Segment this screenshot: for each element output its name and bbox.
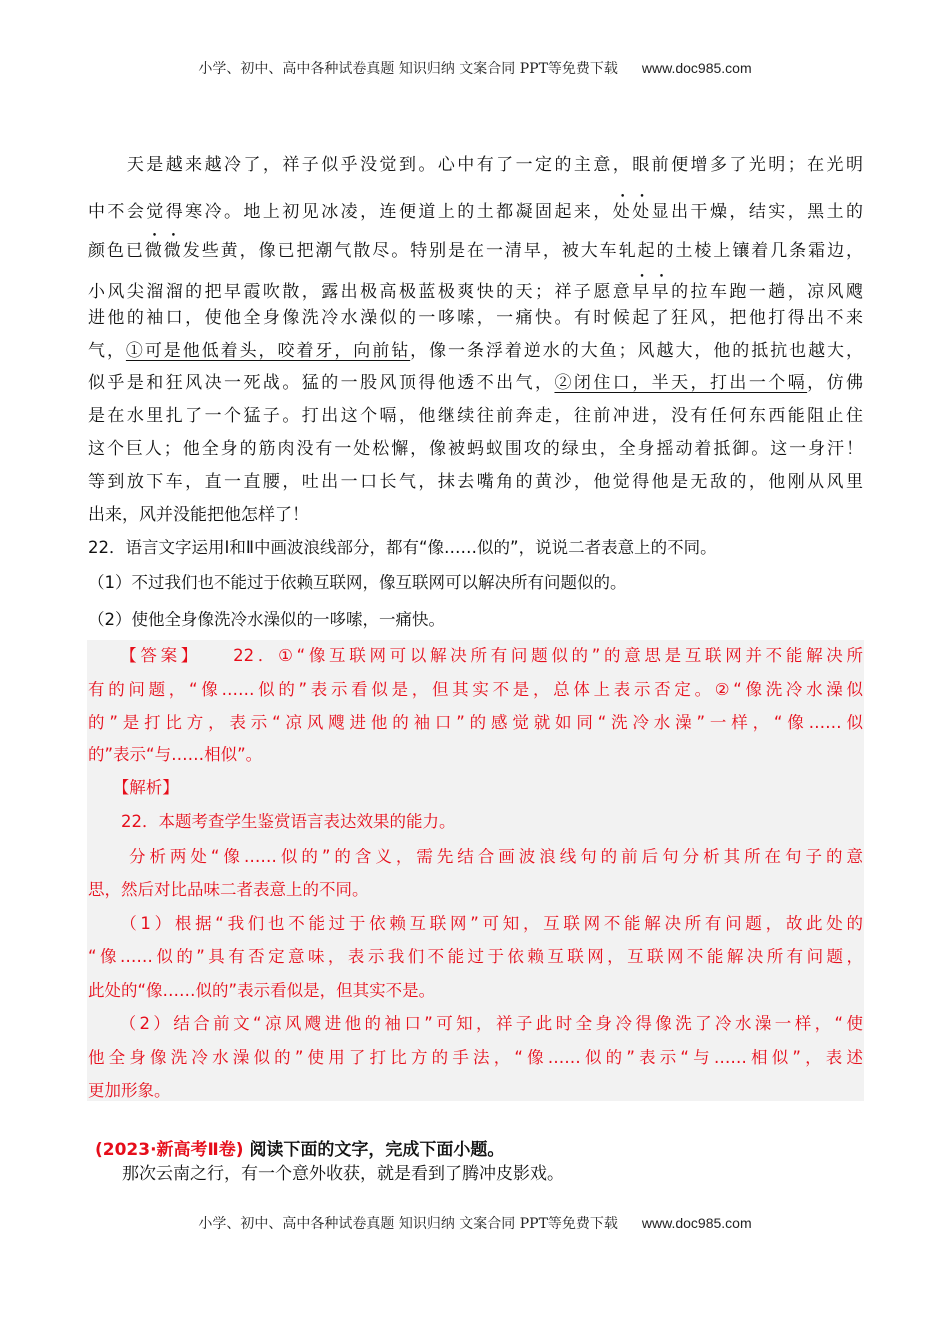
answer-line: 此处的“像……似的”表示看似是，但其实不是。 (88, 981, 436, 1000)
answer-line: 分析两处“像……似的”的含义，需先结合画波浪线句的前后句分析其所在句子的意 (88, 847, 863, 866)
next-passage-first-line: 那次云南之行，有一个意外收获，就是看到了腾冲皮影戏。 (88, 1164, 564, 1184)
footer-text: 小学、初中、高中各种试卷真题 知识归纳 文案合同 PPT等免费下载 (198, 1216, 618, 1232)
passage-text: 似乎是和狂风决一死战。猛的一股风顶得他透不出气， (88, 373, 555, 393)
passage-line (88, 438, 863, 460)
question-stem: 22．语言文字运用Ⅰ和Ⅱ中画波浪线部分，都有“像……似的”，说说二者表意上的不同。 (88, 538, 717, 557)
passage-line (88, 372, 863, 394)
passage-text: 气， (88, 341, 126, 361)
answer-line: （1）根据“我们也不能过于依赖互联网”可知，互联网不能解决所有问题，故此处的 (88, 914, 863, 933)
underlined-sentence: ①可是他低着头，咬着牙，向前钻 (125, 341, 411, 361)
passage-text: 发些黄，像已把潮气散尽。特别是在一清早，被大车轧起的土棱上镶着几条霜边， (182, 241, 864, 261)
answer-line: 思，然后对比品味二者表意上的不同。 (88, 880, 369, 899)
exam-source: (2023·新高考Ⅱ卷) (95, 1140, 244, 1160)
answer-line: “像……似的”具有否定意味，表示我们不能过于依赖互联网，互联网不能解决所有问题， (88, 947, 863, 966)
passage-text: 天是越来越冷了，祥子似乎没觉到。心中有了一定的主意，眼前便增多了光明；在光明 (88, 155, 863, 175)
passage-line (88, 192, 864, 222)
passage-text: 等到放下车，直一直腰，吐出一口长气，抹去嘴角的黄沙，他觉得他是无敌的，他刚从风里 (88, 472, 863, 492)
passage-line (88, 340, 863, 362)
header-url[interactable]: www.doc985.com (641, 60, 752, 76)
emphasized-word: 处处 (612, 202, 652, 222)
passage-line (88, 405, 863, 427)
passage-text: 小风尖溜溜的把早霞吹散，露出极高极蓝极爽快的天；祥子愿意 (88, 282, 633, 302)
passage-line (88, 272, 864, 302)
answer-line: （2）结合前文“凉风飕进他的袖口”可知，祥子此时全身冷得像洗了冷水澡一样，“使 (88, 1014, 863, 1033)
page-footer (0, 1213, 950, 1233)
header-text: 小学、初中、高中各种试卷真题 知识归纳 文案合同 PPT等免费下载 (198, 61, 618, 77)
passage-line (88, 471, 863, 493)
passage-line (88, 504, 863, 526)
question-item-2: （2）使他全身像洗冷水澡似的一哆嗦，一痛快。 (88, 610, 445, 629)
passage-text: 是在水里扎了一个猛子。打出这个嗝，他继续往前奔走，往前冲进，没有任何东西能阻止住 (88, 406, 863, 426)
passage-text: ，仿佛 (807, 373, 864, 393)
emphasized-word: 微微 (144, 241, 183, 261)
passage-line (88, 231, 864, 261)
question-item-1: （1）不过我们也不能过于依赖互联网，像互联网可以解决所有问题似的。 (88, 573, 627, 592)
passage-text: 显出干燥，结实，黑土的 (651, 202, 864, 222)
passage-text: ，像一条浮着逆水的大鱼；风越大，他的抵抗也越大， (410, 341, 864, 361)
passage-text: 进他的袖口，使他全身像洗冷水澡似的一哆嗦，一痛快。有时候起了狂风，把他打得出不来 (88, 308, 863, 328)
answer-line: 更加形象。 (88, 1081, 171, 1100)
passage-text: 颜色已 (88, 241, 145, 261)
underlined-sentence: ②闭住口，半天，打出一个嗝 (554, 373, 808, 393)
answer-line: 的”表示“与……相似”。 (88, 745, 263, 764)
section-title (95, 1139, 870, 1161)
answer-line: 他全身像洗冷水澡似的”使用了打比方的手法，“像……似的”表示“与……相似”，表述 (88, 1048, 863, 1067)
answer-line: 有的问题，“像……似的”表示看似是，但其实不是，总体上表示否定。②“像洗冷水澡似 (88, 680, 863, 699)
passage-line (88, 154, 863, 176)
answer-line: 【解析】 (88, 778, 179, 797)
passage-text: 中不会觉得寒冷。地上初见冰凌，连便道上的土都凝固起来， (88, 202, 613, 222)
section-instruction: 阅读下面的文字，完成下面小题。 (249, 1140, 505, 1160)
emphasized-word: 早早 (632, 282, 672, 302)
passage-text: 的拉车跑一趟，凉风飕 (671, 282, 864, 302)
footer-url[interactable]: www.doc985.com (641, 1215, 752, 1231)
passage-text: 出来，风并没能把他怎样了！ (88, 505, 309, 525)
passage-text: 这个巨人；他全身的筋肉没有一处松懈，像被蚂蚁围攻的绿虫，全身摇动着抵御。这一身汗！ (88, 439, 863, 459)
passage-line (88, 307, 863, 329)
answer-line: 的”是打比方，表示“凉风飕进他的袖口”的感觉就如同“洗冷水澡”一样，“像……似 (88, 713, 863, 732)
answer-line: 22．本题考查学生鉴赏语言表达效果的能力。 (88, 812, 456, 831)
answer-line: 【答案】 22．①“像互联网可以解决所有问题似的”的意思是互联网并不能解决所 (88, 646, 863, 665)
page-header (0, 58, 950, 78)
